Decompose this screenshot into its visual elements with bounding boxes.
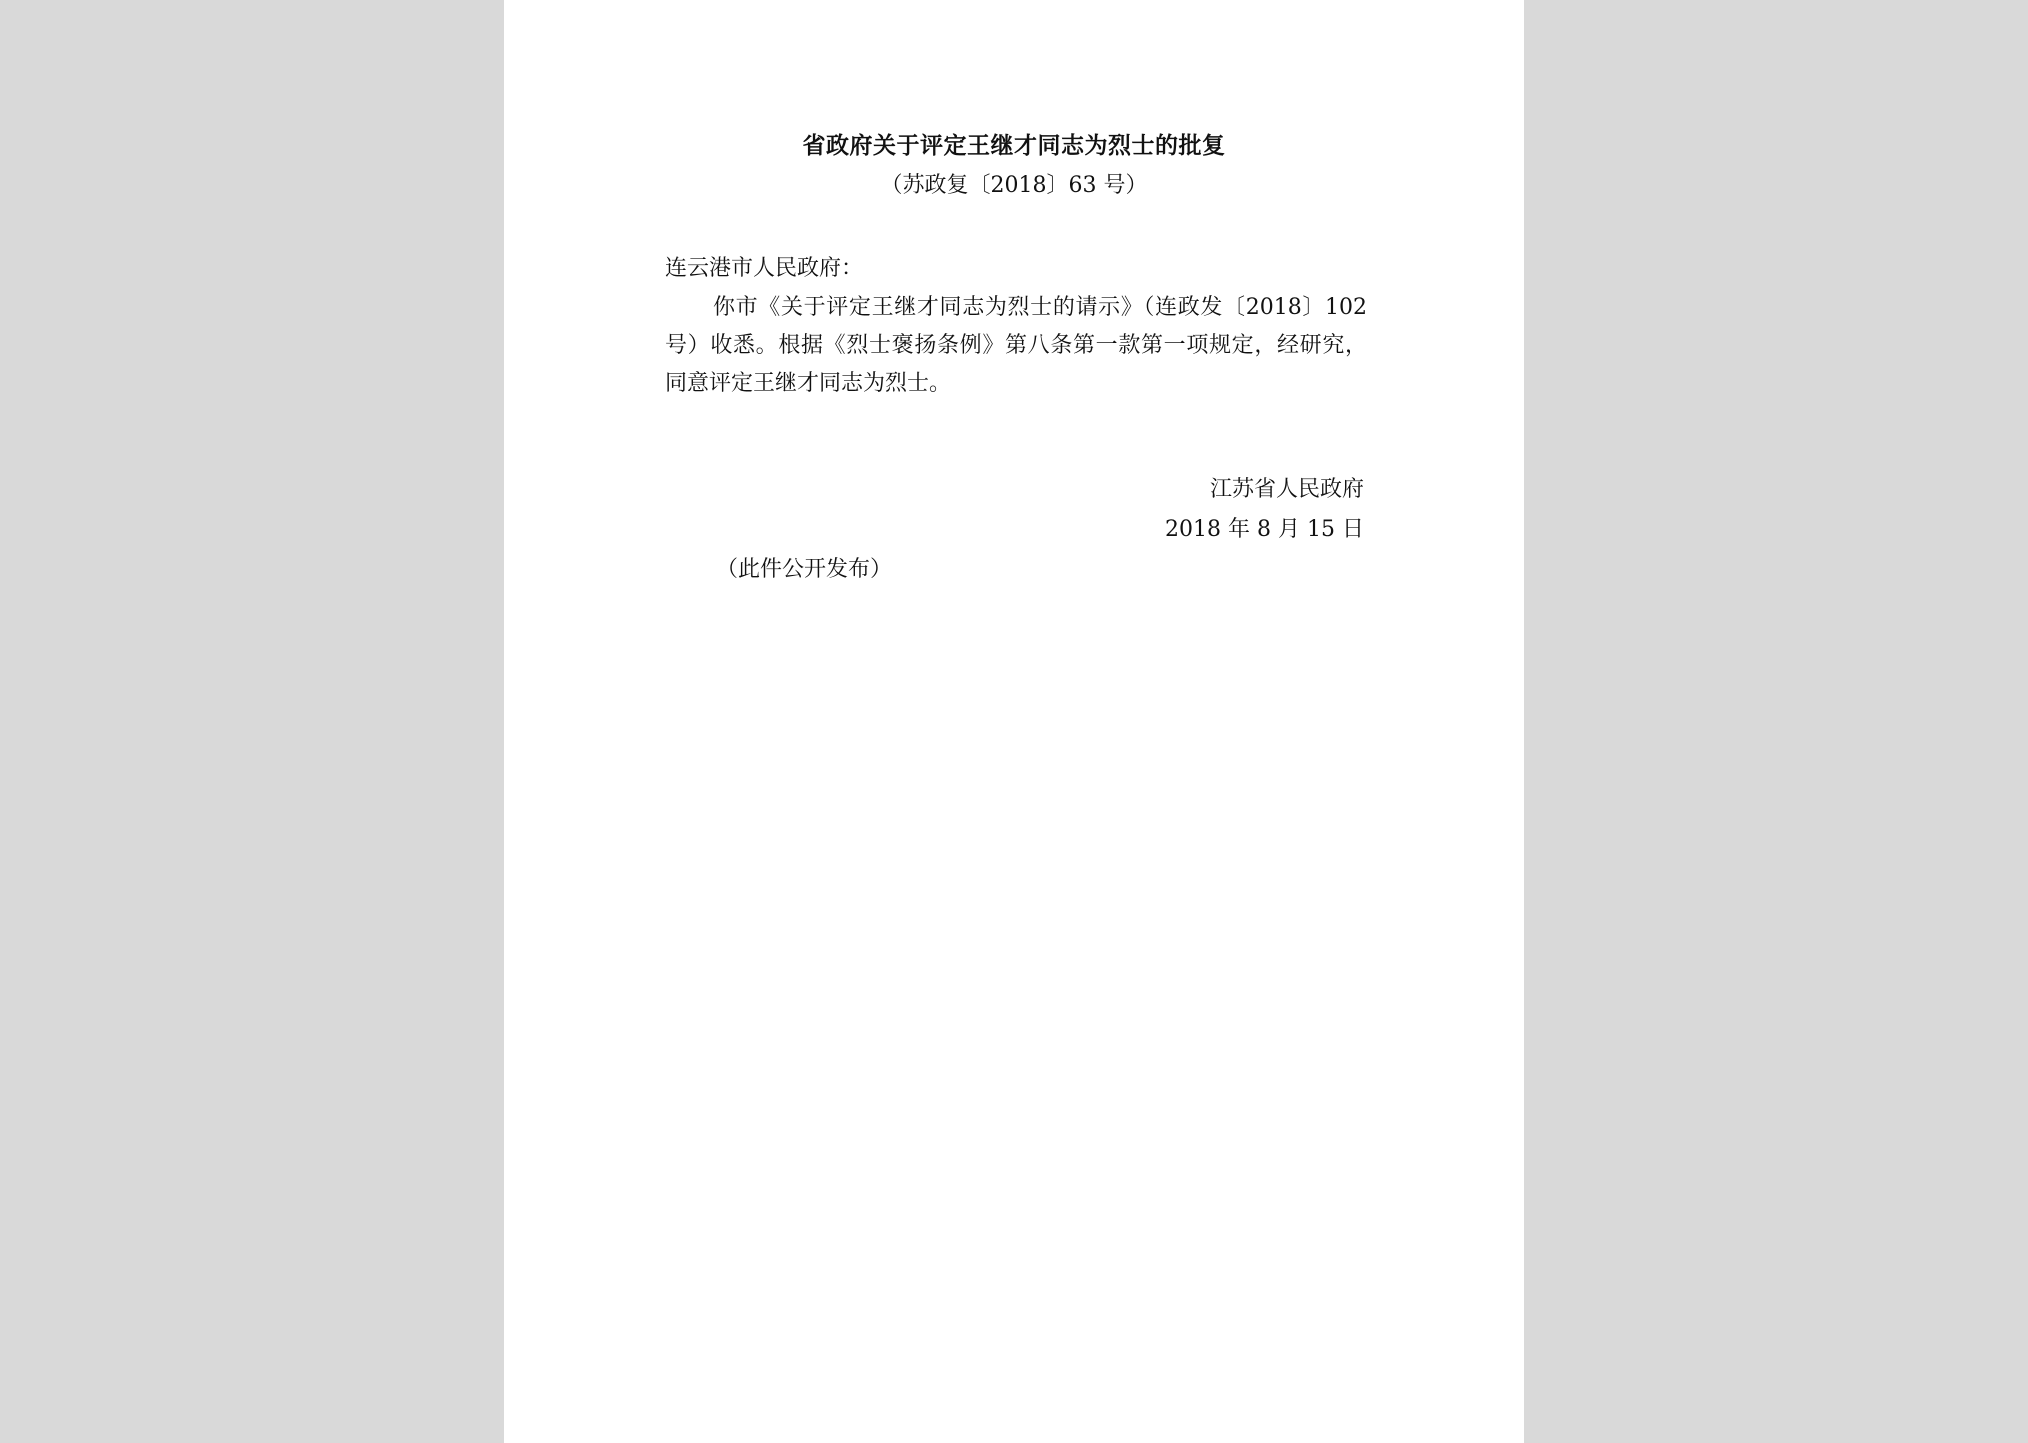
publication-note: （此件公开发布）	[716, 557, 893, 582]
issuer-signature: 江苏省人民政府	[1209, 477, 1364, 502]
document-page	[504, 0, 1524, 1443]
document-number: （苏政复〔2018〕63 号）	[880, 173, 1148, 198]
issue-date: 2018 年 8 月 15 日	[1165, 517, 1364, 542]
body-paragraph: 你市《关于评定王继才同志为烈士的请示》（连政发〔2018〕102 号）收悉。根据《烈士褒扬条例》第八条第一款第一项规定，经研究，同意评定王继才同志为烈士。	[665, 295, 1367, 396]
addressee: 连云港市人民政府：	[665, 256, 864, 281]
document-title: 省政府关于评定王继才同志为烈士的批复	[802, 132, 1226, 159]
